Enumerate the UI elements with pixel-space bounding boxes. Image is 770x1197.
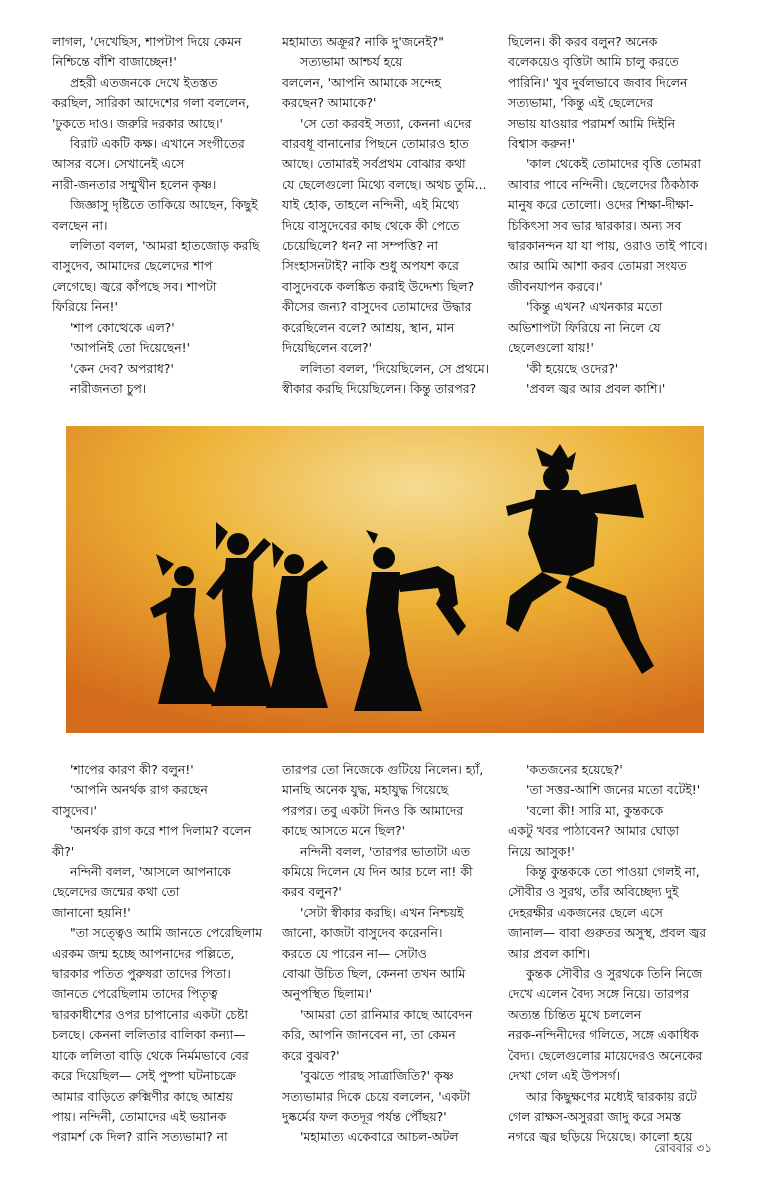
- text-line: করে বুঝব?': [282, 1047, 340, 1063]
- text-line: ফিরিয়ে নিন!': [52, 299, 118, 315]
- text-line: ললিতা বলল, 'দিয়েছিলেন, সে প্রথমে।: [300, 360, 490, 376]
- text-line: 'আপনিই তো দিয়েছেন!': [70, 340, 191, 356]
- text-line: কমিয়ে দিলেন যে দিন আর চলে না! কী: [282, 864, 473, 880]
- text-line: কুন্তক সৌবীর ও সুরথকে তিনি নিজে: [526, 966, 703, 982]
- text-line: একটু খবর পাঠাবেন? আমার ঘোড়া: [508, 823, 679, 839]
- text-line: করি, আপনি জানবেন না, তা কেমন: [282, 1027, 456, 1043]
- text-line: 'সে তো করবই সত্যা, কেননা এদের: [300, 115, 472, 131]
- text-line: কীসের জন্য? বাসুদেব তোমাদের উদ্ধার: [282, 299, 472, 315]
- text-column-5: [282, 760, 497, 1148]
- text-line: পায়। নন্দিনী, তোমাদের এই ভয়ানক: [52, 1108, 227, 1124]
- text-line: 'আপনি অনর্থক রাগ করছেন: [70, 782, 208, 798]
- text-line: অভিশাপটা ফিরিয়ে না নিলে যে: [508, 319, 661, 335]
- text-line: কাছে আসতে মনে ছিল?': [282, 823, 406, 839]
- text-line: 'কতজনের হয়েছে?': [526, 762, 623, 777]
- text-line: প্রহরী এতজনকে দেখে ইতস্তত: [70, 74, 218, 90]
- text-line: দুষ্কর্মের ফল কতদূর পর্যন্ত পৌঁছয়?': [282, 1108, 447, 1124]
- text-column-1: [52, 32, 267, 399]
- text-line: দেখা গেল এই উপসর্গ।: [508, 1068, 621, 1084]
- text-line: পরপর। তবু একটা দিনও কি আমাদের: [282, 802, 464, 818]
- text-line: জানো, কাজটা বাসুদেব করেননি।: [282, 925, 443, 941]
- text-line: 'কিন্তু এখন? এখনকার মতো: [526, 299, 663, 315]
- text-line: 'তা সত্তর-আশি জনের মতো বটেই!': [526, 782, 701, 798]
- text-line: স্বীকার করছি দিয়েছিলেন। কিন্তু তারপর?: [282, 380, 477, 396]
- text-line: নরক-নন্দিনীদের গলিতে, সঙ্গে একাধিক: [508, 1027, 699, 1043]
- text-line: করব বলুন?': [282, 884, 342, 900]
- text-line: দ্বারকানন্দন যা যা পায়, ওরাও তাই পাবে।: [508, 238, 708, 254]
- text-line: বলেকয়েও বৃত্তিটা আমি চালু করতে: [508, 54, 679, 70]
- text-line: 'শাপের কারণ কী? বলুন!': [70, 762, 194, 777]
- text-line: আর কিছুক্ষণের মধ্যেই দ্বারকায় রটে: [526, 1088, 697, 1104]
- text-line: যে ছেলেগুলো মিথ্যে বলছে। অথচ তুমি...: [282, 176, 487, 192]
- text-line: 'অনর্থক রাগ করে শাপ দিলাম? বলেন: [70, 823, 252, 839]
- text-line: সত্যভামা আশ্চর্য হয়ে: [300, 54, 403, 70]
- text-column-6: [508, 760, 728, 1148]
- text-line: বোঝা উচিত ছিল, কেননা তখন আমি: [282, 966, 466, 982]
- text-line: 'বুঝতে পারছ সাত্রাজিতি?' কৃষ্ণ: [300, 1068, 454, 1084]
- text-line: পারিনি।' খুব দুর্বলভাবে জবাব দিলেন: [508, 74, 688, 90]
- text-line: নারীজনতা চুপ।: [70, 380, 147, 396]
- text-line: বললেন, 'আপনি আমাকে সন্দেহ: [282, 74, 441, 90]
- text-line: নারী-জনতার সম্মুখীন হলেন কৃষ্ণ।: [52, 176, 217, 192]
- text-line: ছেলেগুলো যায়!': [508, 340, 594, 356]
- text-line: বিরাট একটি কক্ষ। এখানে সংগীতের: [70, 136, 245, 152]
- text-line: মানছি অনেক যুদ্ধ, মহাযুদ্ধ গিয়েছে: [282, 782, 449, 798]
- text-line: যাই হোক, তাহলে নন্দিনী, এই মিথ্যে: [282, 197, 459, 213]
- text-line: সত্যভামার দিকে চেয়ে বললেন, 'একটা: [282, 1088, 471, 1104]
- text-line: 'বলো কী! সারি মা, কুন্তককে: [526, 802, 664, 818]
- text-line: জানানো হয়নি!': [52, 904, 131, 920]
- text-line: চিকিৎসা সব ভার দ্বারকার। অন্য সব: [508, 217, 682, 233]
- text-line: জীবনযাপন করবে।': [508, 278, 603, 294]
- text-line: সত্যভামা, 'কিন্তু এই ছেলেদের: [508, 95, 654, 111]
- text-line: মহামাত্য অক্রূর? নাকি দু'জনেই?": [282, 34, 444, 49]
- text-line: বৈদ্য। ছেলেগুলোর মায়েদেরও অনেকের: [508, 1047, 703, 1063]
- text-line: নিশ্চিন্তে বাঁশি বাজাচ্ছেন!': [52, 54, 177, 70]
- text-line: 'মহামাত্য একেবারে আচল-অটল: [300, 1129, 459, 1145]
- text-line: অনুপস্থিত ছিলাম।': [282, 986, 373, 1002]
- text-line: করছিল, সারিকা আদেশের গলা বললেন,: [52, 95, 250, 111]
- text-line: বাসুদেবকে কলঙ্কিত করাই উদ্দেশ্য ছিল?: [282, 278, 475, 294]
- text-line: তারপর তো নিজেকে গুটিয়ে নিলেন। হ্যাঁ,: [282, 762, 484, 777]
- text-line: আর প্রবল কাশি।: [508, 945, 591, 961]
- text-line: বাসুদেব।': [52, 802, 97, 818]
- text-line: সৌবীর ও সুরথ, তাঁর অবিচ্ছেদ্য দুই: [508, 884, 679, 900]
- text-line: দ্বারকার পতিত পুরুষরা তাদের পিতা।: [52, 966, 231, 982]
- text-column-3: [508, 32, 728, 399]
- text-line: এরকম জন্ম হচ্ছে আপনাদের পল্লিতে,: [52, 945, 235, 961]
- text-line: লাগল, 'দেখেছিস, শাপটাপ দিয়ে কেমন: [52, 34, 242, 49]
- text-line: সভায় যাওয়ার পরামর্শ আমি দিইনি: [508, 115, 675, 131]
- text-line: করছেন? আমাকে?': [282, 95, 377, 111]
- page-folio: রোববার ৩১: [654, 1141, 712, 1155]
- text-line: করে দিয়েছিল— সেই পুষ্পা ঘটনাচক্রে: [52, 1068, 236, 1084]
- text-line: লেগেছে। জ্বরে কাঁপছে সব। শাপটা: [52, 278, 217, 294]
- text-line: নগরে জ্বর ছড়িয়ে দিয়েছে। কালো হয়ে: [508, 1129, 693, 1145]
- text-line: ছেলেদের জন্মের কথা তো: [52, 884, 180, 900]
- text-line: ললিতা বলল, 'আমরা হাতজোড় করছি: [70, 238, 260, 254]
- text-line: ছিলেন। কী করব বলুন? অনেক: [508, 34, 658, 49]
- text-line: 'কাল থেকেই তোমাদের বৃত্তি তোমরা: [526, 156, 702, 172]
- text-line: নিয়ে আসুক!': [508, 843, 575, 859]
- text-line: নন্দিনী বলল, 'তারপর ভাতাটা এত: [300, 843, 470, 859]
- text-line: বলছেন না।: [52, 217, 108, 233]
- text-line: 'কেন দেব? অপরাধ?': [70, 360, 174, 376]
- text-line: 'ঢুকতে দাও। জরুরি দরকার আছে।': [52, 115, 223, 131]
- text-line: আমার বাড়িতে রুক্মিণীর কাছে আশ্রয়: [52, 1088, 233, 1104]
- text-line: 'প্রবল জ্বর আর প্রবল কাশি।': [526, 380, 666, 396]
- text-line: "তা সত্ত্বেও আমি জানতে পেরেছিলাম: [70, 925, 262, 941]
- text-line: আসর বসে। সেখানেই এসে: [52, 156, 185, 172]
- text-line: দেহরক্ষীর একজনের ছেলে এসে: [508, 904, 663, 920]
- text-line: মানুষ করে তোলো। ওদের শিক্ষা-দীক্ষা-: [508, 197, 694, 213]
- text-line: কিন্তু কুন্তককে তো পাওয়া গেলই না,: [526, 864, 700, 880]
- text-line: যাকে ললিতা বাড়ি থেকে নির্মমভাবে বের: [52, 1047, 249, 1063]
- text-line: 'শাপ কোত্থেকে এল?': [70, 319, 175, 335]
- text-line: করেছিলেন বলে? আশ্রয়, স্থান, মান: [282, 319, 455, 335]
- text-line: দিয়ে বাসুদেবের কাছ থেকে কী পেতে: [282, 217, 460, 233]
- text-line: চেয়েছিলে? ধন? না সম্পত্তি? না: [282, 238, 439, 254]
- text-column-2: [282, 32, 497, 399]
- text-column-4: [52, 760, 267, 1148]
- text-line: 'সেটা স্বীকার করছি। এখন নিশ্চয়ই: [300, 904, 464, 920]
- text-line: বারবধূ বানানোর পিছনে তোমারও হাত: [282, 136, 469, 152]
- text-line: করতে যে পারেন না— সেটাও: [282, 945, 427, 961]
- text-line: পরামর্শ কে দিল? রানি সত্যভামা? না: [52, 1129, 228, 1145]
- text-line: আবার পাবে নন্দিনী। ছেলেদের ঠিকঠাক: [508, 176, 699, 192]
- text-line: আর আমি আশা করব তোমরা সংযত: [508, 258, 687, 274]
- text-line: দ্বারকাধীশের ওপর চাপানোর একটা চেষ্টা: [52, 1006, 248, 1022]
- text-line: 'কী হয়েছে ওদের?': [526, 360, 619, 376]
- text-line: গেল রাক্ষস-অসুররা জাদু করে সমস্ত: [508, 1108, 682, 1124]
- text-line: জানতে পেরেছিলাম তাদের পিতৃত্ব: [52, 986, 218, 1002]
- text-line: 'আমরা তো রানিমার কাছে আবেদন: [300, 1006, 473, 1022]
- text-line: সিংহাসনটাই? নাকি শুধু অপযশ করে: [282, 258, 459, 274]
- text-line: দেখে এলেন বৈদ্য সঙ্গে নিয়ে। তারপর: [508, 986, 690, 1002]
- text-line: বিশ্বাস করুন!': [508, 136, 576, 152]
- text-line: জিজ্ঞাসু দৃষ্টিতে তাকিয়ে আছেন, কিছুই: [70, 197, 258, 213]
- shadow-puppet-illustration: [66, 426, 704, 733]
- text-line: নন্দিনী বলল, 'আসলে আপনাকে: [70, 864, 231, 880]
- text-line: জানাল— বাবা গুরুতর অসুস্থ, প্রবল জ্বর: [508, 925, 707, 941]
- text-line: দিয়েছিলেন বলে?': [282, 340, 373, 356]
- text-line: চলছে। কেননা ললিতার বালিকা কন্যা—: [52, 1027, 246, 1043]
- text-line: আছে। তোমারই সর্বপ্রথম বোঝার কথা: [282, 156, 466, 172]
- text-line: কী?': [52, 843, 75, 859]
- text-line: বাসুদেব, আমাদের ছেলেদের শাপ: [52, 258, 213, 274]
- text-line: অত্যন্ত চিন্তিত মুখে চললেন: [508, 1006, 642, 1022]
